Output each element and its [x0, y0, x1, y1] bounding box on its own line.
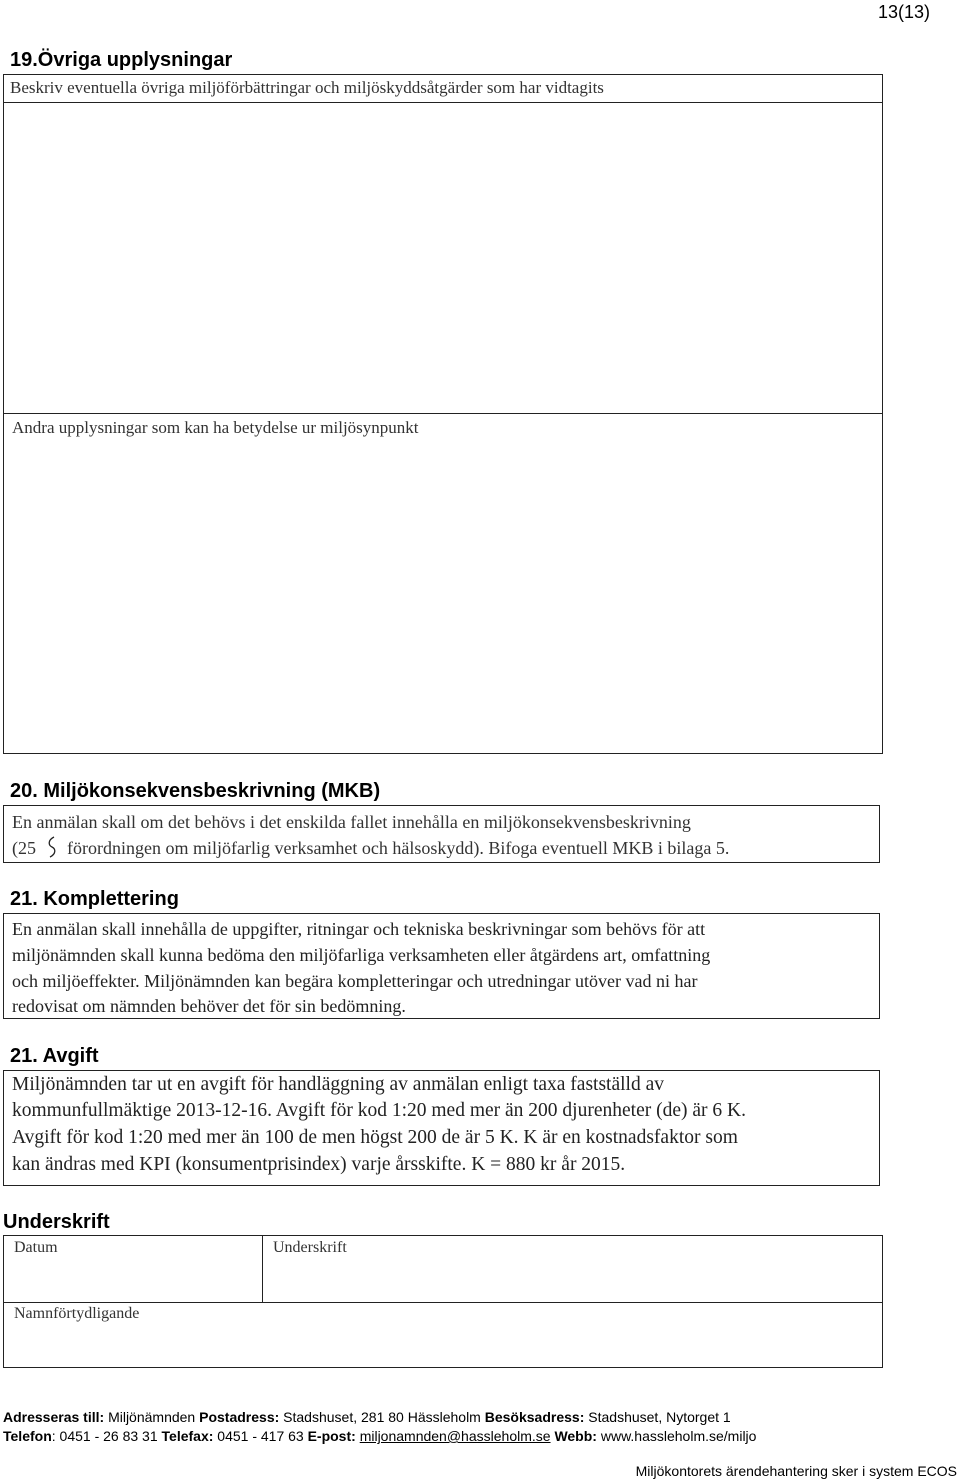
- section-20-line-2b: förordningen om miljöfarlig verksamhet och hälsoskydd). Bifoga eventuell MKB i bilaga 5.: [67, 838, 730, 858]
- komplettering-line-1: En anmälan skall innehålla de uppgifter, ritningar och tekniska beskrivningar som behövs för att: [12, 919, 706, 939]
- section-20-line-1: En anmälan skall om det behövs i det enskilda fallet innehålla en miljökonsekvensbeskrivning: [12, 812, 691, 832]
- komplettering-line-2: miljönämnden skall kunna bedöma den miljöfarliga verksamheten eller åtgärdens art, omfattning: [12, 945, 711, 965]
- section-20-line-2: [12, 835, 729, 861]
- section-21-avgift-box: [3, 1070, 880, 1186]
- avgift-line-3: Avgift för kod 1:20 med mer än 100 de men högst 200 de är 5 K. K är en kostnadsfaktor som: [12, 1127, 738, 1148]
- footer-contact-line: [3, 1428, 756, 1444]
- box1-label: Beskriv eventuella övriga miljöförbättringar och miljöskyddsåtgärder som har vidtagits: [10, 78, 604, 97]
- signature-heading: Underskrift: [3, 1211, 110, 1233]
- section-20-box: [3, 805, 880, 863]
- page-number: 13(13): [877, 2, 930, 22]
- name-clarification-field[interactable]: [6, 1326, 878, 1366]
- signature-label: Underskrift: [273, 1239, 347, 1256]
- komplettering-line-3: och miljöeffekter. Miljönämnden kan begära kompletteringar och utredningar utöver vad ni har: [12, 971, 698, 991]
- section-19-form: [3, 74, 883, 754]
- box2-label: Andra upplysningar som kan ha betydelse ur miljösynpunkt: [12, 418, 419, 437]
- box2-input-area[interactable]: [6, 445, 880, 750]
- footer-fax-label: Telefax:: [161, 1428, 214, 1444]
- komplettering-line-4: redovisat om nämnden behöver det för sin bedömning.: [12, 996, 406, 1016]
- avgift-line-1: Miljönämnden tar ut en avgift för handläggning av anmälan enligt taxa fastställd av: [12, 1074, 664, 1095]
- section-19-heading: 19.Övriga upplysningar: [10, 49, 233, 71]
- box1-input-area[interactable]: [6, 103, 880, 412]
- section-21-komplettering-heading: 21. Komplettering: [10, 888, 179, 910]
- signature-field[interactable]: [266, 1260, 878, 1300]
- footer-address-line: [3, 1409, 731, 1425]
- section-20-heading: 20. Miljökonsekvensbeskrivning (MKB): [10, 780, 381, 802]
- footer-system-note: Miljökontorets ärendehantering sker i system ECOS: [635, 1463, 957, 1479]
- footer-web-label: Webb:: [554, 1428, 597, 1444]
- box-divider: [4, 413, 882, 414]
- footer-post-value: Stadshuset, 281 80 Hässleholm: [283, 1409, 481, 1425]
- footer-visit-label: Besöksadress:: [484, 1409, 585, 1425]
- footer-fax-value: 0451 - 417 63: [217, 1428, 304, 1444]
- footer-email-link[interactable]: miljonamnden@hassleholm.se: [359, 1428, 551, 1444]
- footer-phone-label: Telefon: [3, 1428, 52, 1444]
- footer-post-label: Postadress:: [199, 1409, 280, 1425]
- footer-addr-value: Miljönämnden: [108, 1409, 196, 1425]
- footer-email-label: E-post:: [307, 1428, 356, 1444]
- footer-addr-label: Adresseras till:: [3, 1409, 105, 1425]
- date-field[interactable]: [6, 1260, 258, 1300]
- section-21-avgift-heading: 21. Avgift: [10, 1045, 99, 1067]
- avgift-line-4: kan ändras med KPI (konsumentprisindex) varje årsskifte. K = 880 kr år 2015.: [12, 1154, 626, 1175]
- section-21-komplettering-box: [3, 913, 880, 1019]
- footer-visit-value: Stadshuset, Nytorget 1: [588, 1409, 731, 1425]
- date-label: Datum: [14, 1239, 58, 1256]
- name-clarification-label: Namnförtydligande: [14, 1305, 140, 1322]
- paragraph-sign-icon: [45, 836, 59, 856]
- section-20-line-2a: (25: [12, 838, 36, 858]
- footer-phone-value: : 0451 - 26 83 31: [51, 1428, 158, 1444]
- avgift-line-2: kommunfullmäktige 2013-12-16. Avgift för kod 1:20 med mer än 200 djurenheter (de) är 6 K.: [12, 1100, 746, 1121]
- signature-column-divider: [262, 1236, 263, 1302]
- box1-label-row: [4, 75, 882, 103]
- signature-form: [3, 1235, 883, 1368]
- signature-row-divider: [4, 1302, 882, 1303]
- footer-web-link[interactable]: www.hassleholm.se/miljo: [600, 1428, 757, 1444]
